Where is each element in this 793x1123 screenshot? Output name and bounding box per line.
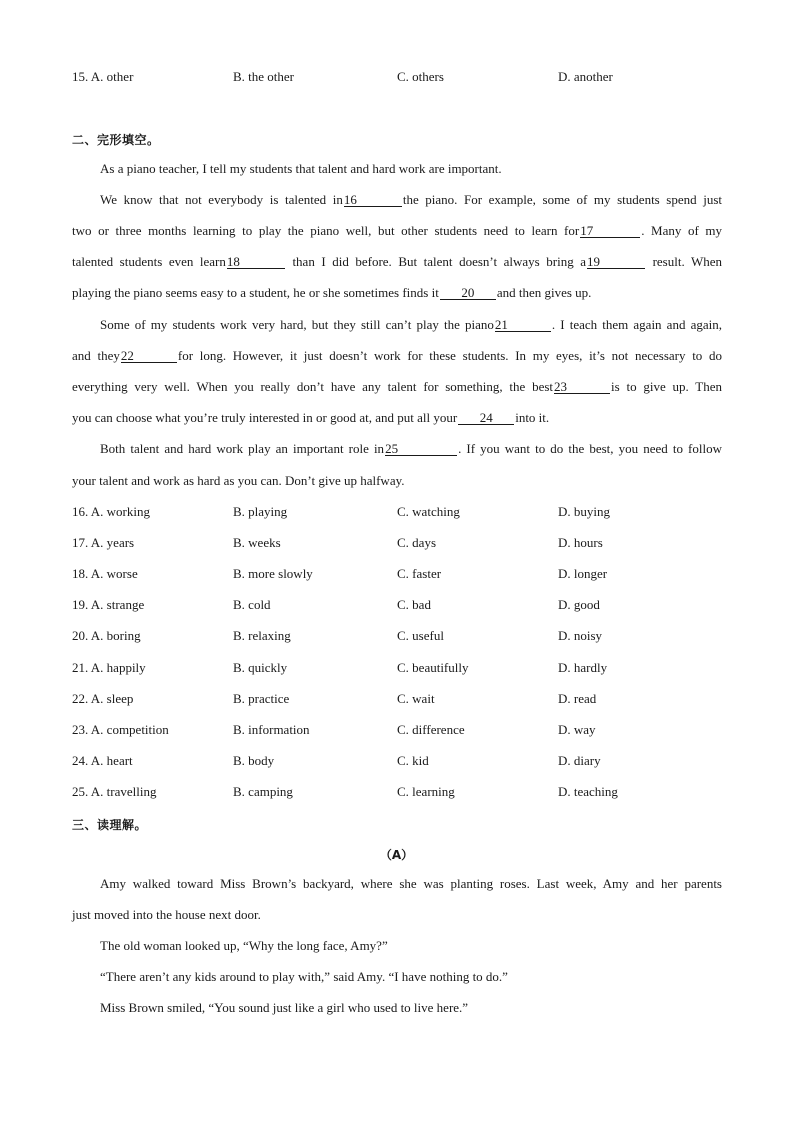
question-options-row	[72, 753, 732, 773]
option-c: C. bad	[397, 597, 431, 612]
option-c: C. others	[397, 69, 444, 84]
question-options-row	[72, 504, 732, 524]
option-a: 22. A. sleep	[72, 691, 134, 706]
blank-22: 22	[121, 349, 177, 363]
reading-line: The old woman looked up, “Why the long face, Amy?”	[100, 938, 388, 953]
option-c: C. kid	[397, 753, 429, 768]
option-b: B. weeks	[233, 535, 281, 550]
option-c: C. learning	[397, 784, 455, 799]
passage-line: Some of my students work very hard, but they still can’t play the piano21 . I teach them again and again,	[100, 317, 722, 332]
blank-25: 25	[385, 442, 457, 456]
question-options-row	[72, 535, 732, 555]
option-b: B. quickly	[233, 660, 288, 675]
question-options-row	[72, 566, 732, 586]
option-b: B. playing	[233, 504, 288, 519]
option-d: D. good	[558, 597, 600, 612]
passage-paragraph-1: As a piano teacher, I tell my students that talent and hard work are important.	[100, 161, 502, 176]
option-d: D. hardly	[558, 660, 608, 675]
question-15-options	[72, 69, 732, 89]
option-a: 17. A. years	[72, 535, 135, 550]
option-c: C. beautifully	[397, 660, 469, 675]
passage-line: playing the piano seems easy to a student, he or she sometimes finds it 20 and then gives up.	[72, 285, 592, 300]
option-d: D. noisy	[558, 628, 603, 643]
section-3-heading: 三、读理解。	[72, 818, 148, 832]
option-c: C. faster	[397, 566, 442, 581]
reading-line: Amy walked toward Miss Brown’s backyard, where she was planting roses. Last week, Amy and her parents	[100, 876, 722, 891]
blank-21: 21	[495, 318, 551, 332]
passage-line: talented students even learn18 than I did before. But talent doesn’t always bring a19 result. When	[72, 254, 723, 269]
reading-line: Miss Brown smiled, “You sound just like a girl who used to live here.”	[100, 1000, 469, 1015]
option-b: B. practice	[233, 691, 290, 706]
question-options-row	[72, 722, 732, 742]
option-d: D. hours	[558, 535, 603, 550]
blank-17: 17	[580, 224, 640, 238]
passage-line: and they22 for long. However, it just doesn’t work for these students. In my eyes, it’s not necessary to do	[72, 348, 722, 363]
question-options-row	[72, 784, 732, 804]
option-d: D. buying	[558, 504, 610, 519]
question-options-row	[72, 597, 732, 617]
option-a: 20. A. boring	[72, 628, 141, 643]
option-b: B. relaxing	[233, 628, 291, 643]
option-d: D. read	[558, 691, 597, 706]
option-b: B. cold	[233, 597, 271, 612]
option-c: C. difference	[397, 722, 465, 737]
section-2-heading: 二、完形填空。	[72, 133, 160, 147]
reading-line: just moved into the house next door.	[72, 907, 261, 922]
option-a: 23. A. competition	[72, 722, 169, 737]
option-b: B. more slowly	[233, 566, 313, 581]
passage-line: everything very well. When you really don’t have any talent for something, the best23 is to give up. Then	[72, 379, 723, 394]
option-d: D. longer	[558, 566, 608, 581]
option-c: C. wait	[397, 691, 435, 706]
option-a: 21. A. happily	[72, 660, 146, 675]
blank-23: 23	[554, 380, 610, 394]
passage-line: two or three months learning to play the piano well, but other students need to learn for17 . Many of my	[72, 223, 722, 238]
option-b: B. body	[233, 753, 275, 768]
question-options-row	[72, 691, 732, 711]
option-c: C. watching	[397, 504, 460, 519]
option-a: 19. A. strange	[72, 597, 145, 612]
blank-16: 16	[344, 193, 402, 207]
option-a: 24. A. heart	[72, 753, 133, 768]
option-a: 15. A. other	[72, 69, 134, 84]
option-c: C. days	[397, 535, 436, 550]
option-a: 16. A. working	[72, 504, 150, 519]
option-b: B. information	[233, 722, 310, 737]
option-d: D. way	[558, 722, 596, 737]
option-b: B. the other	[233, 69, 295, 84]
question-options-row	[72, 660, 732, 680]
option-a: 25. A. travelling	[72, 784, 157, 799]
question-options-row	[72, 628, 732, 648]
option-c: C. useful	[397, 628, 444, 643]
passage-line: your talent and work as hard as you can. Don’t give up halfway.	[72, 473, 405, 488]
blank-24: 24	[458, 411, 514, 425]
option-d: D. teaching	[558, 784, 618, 799]
blank-19: 19	[587, 255, 645, 269]
reading-line: “There aren’t any kids around to play with,” said Amy. “I have nothing to do.”	[100, 969, 508, 984]
passage-line: you can choose what you’re truly interested in or good at, and put all your 24 into it.	[72, 410, 550, 425]
blank-20: 20	[440, 286, 496, 300]
option-d: D. another	[558, 69, 613, 84]
option-b: B. camping	[233, 784, 293, 799]
passage-line: Both talent and hard work play an important role in25 . If you want to do the best, you need to follow	[100, 441, 722, 456]
passage-a-label: （A）	[379, 848, 414, 862]
option-a: 18. A. worse	[72, 566, 138, 581]
option-d: D. diary	[558, 753, 601, 768]
passage-line: We know that not everybody is talented in16 the piano. For example, some of my students spend just	[100, 192, 722, 207]
blank-18: 18	[227, 255, 285, 269]
